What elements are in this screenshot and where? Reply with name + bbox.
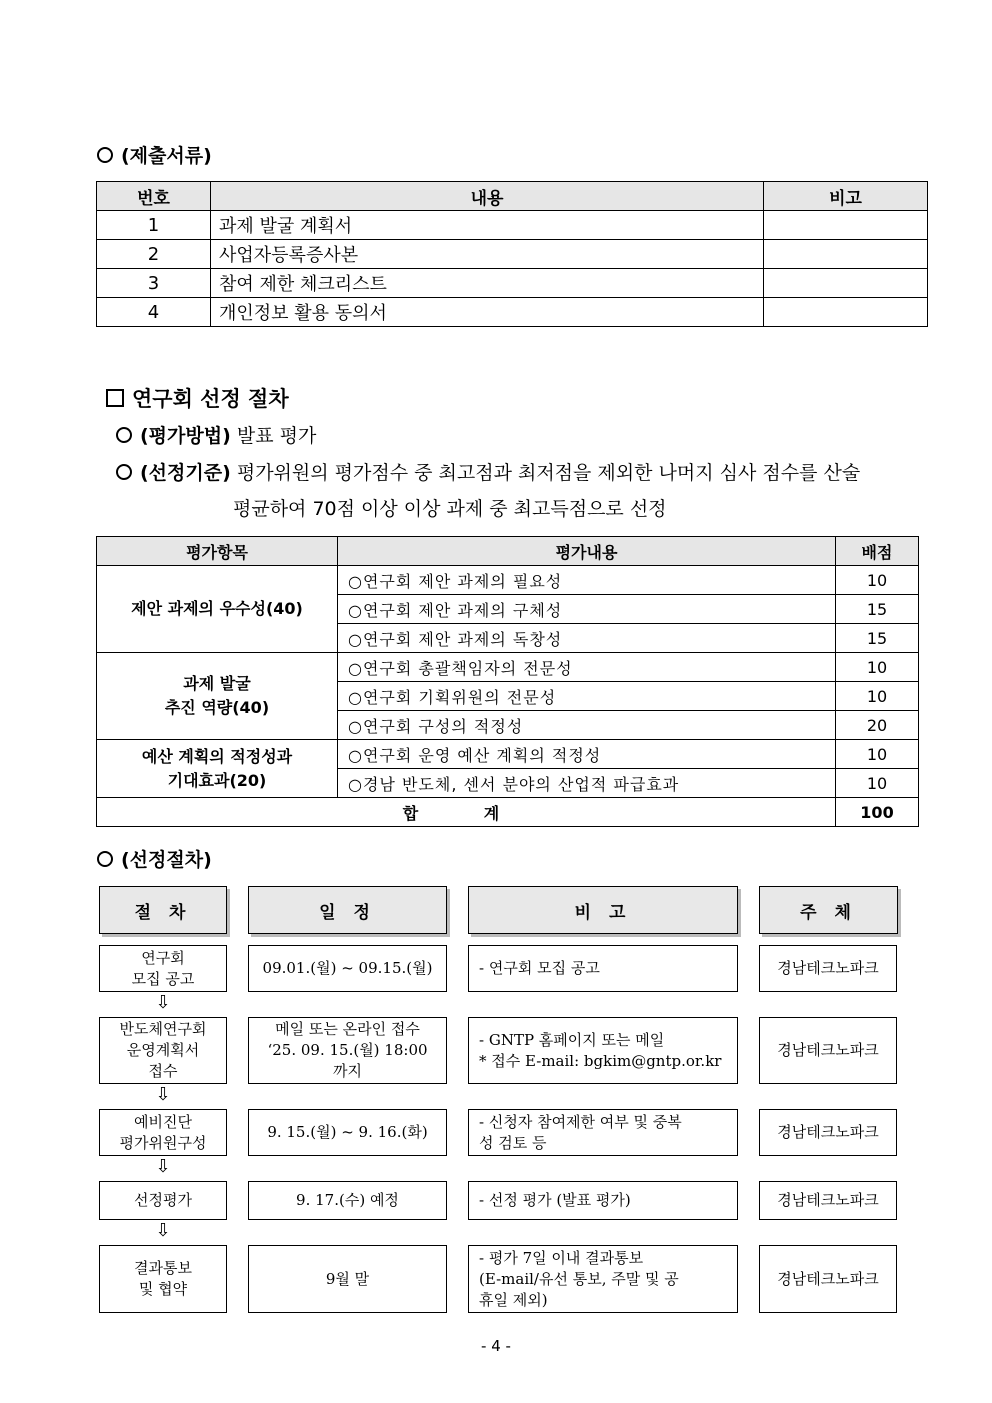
down-arrow-icon: ⇩ — [155, 992, 171, 1013]
selection-criteria: (선정기준) 평가위원의 평가점수 중 최고점과 최저점을 제외한 나머지 심사 점수를 산술 — [116, 458, 860, 485]
circle-bullet-icon — [116, 427, 132, 443]
docs-heading: (제출서류) — [97, 141, 212, 168]
selection-criteria-cont: 평균하여 70점 이상 이상 과제 중 최고득점으로 선정 — [233, 498, 667, 520]
eval-category: 예산 계획의 적정성과 기대효과(20) — [97, 740, 338, 798]
table-row: ○연구회 구성의 적정성 20 — [97, 711, 919, 740]
total-row — [97, 798, 919, 827]
eval-method: (평가방법) 발표 평가 — [116, 421, 316, 448]
eval-header-content: 평가내용 — [338, 537, 836, 566]
page-number: - 4 - — [481, 1337, 511, 1355]
flow-header-step: 절 차 — [99, 886, 227, 934]
table-row: 2 사업자등록증사본 — [97, 240, 928, 269]
flow-owner: 경남테크노파크 — [759, 945, 897, 992]
flow-owner: 경남테크노파크 — [759, 1017, 897, 1084]
eval-header-score: 배점 — [836, 537, 919, 566]
selection-title: 연구회 선정 절차 — [106, 383, 289, 413]
flow-owner: 경남테크노파크 — [759, 1109, 897, 1156]
flow-note: - 선정 평가 (발표 평가) — [468, 1181, 738, 1220]
flow-schedule: 9. 15.(월) ~ 9. 16.(화) — [248, 1109, 447, 1156]
table-row: ○경남 반도체, 센서 분야의 산업적 파급효과 10 — [97, 769, 919, 798]
flow-header-schedule: 일 정 — [248, 886, 447, 934]
flow-schedule: 9월 말 — [248, 1245, 447, 1313]
flow-header-note: 비 고 — [468, 886, 738, 934]
table-row: 1 과제 발굴 계획서 — [97, 211, 928, 240]
table-row: 예산 계획의 적정성과 기대효과(20) ○연구회 운영 예산 계획의 적정성 10 — [97, 740, 919, 769]
flow-owner: 경남테크노파크 — [759, 1181, 897, 1220]
docs-header-note: 비고 — [764, 182, 928, 211]
flow-step: 반도체연구회 운영계획서 접수 — [99, 1017, 227, 1084]
docs-header-content: 내용 — [211, 182, 764, 211]
down-arrow-icon: ⇩ — [155, 1220, 171, 1241]
flow-header-owner: 주 체 — [759, 886, 898, 934]
circle-bullet-icon — [116, 464, 132, 480]
total-score: 100 — [836, 798, 919, 827]
total-label: 합 계 — [97, 798, 836, 827]
table-row: 제안 과제의 우수성(40) ○연구회 제안 과제의 필요성 10 — [97, 566, 919, 595]
eval-header-category: 평가항목 — [97, 537, 338, 566]
flow-step: 예비진단 평가위원구성 — [99, 1109, 227, 1156]
down-arrow-icon: ⇩ — [155, 1156, 171, 1177]
flow-schedule: 메일 또는 온라인 접수 ‘25. 09. 15.(월) 18:00 까지 — [248, 1017, 447, 1084]
flow-note: - 평가 7일 이내 결과통보 (E-mail/유선 통보, 주말 및 공 휴일 제외) — [468, 1245, 738, 1313]
circle-bullet-icon — [97, 147, 113, 163]
flow-schedule: 9. 17.(수) 예정 — [248, 1181, 447, 1220]
flow-step: 연구회 모집 공고 — [99, 945, 227, 992]
eval-category: 제안 과제의 우수성(40) — [97, 566, 338, 653]
circle-bullet-icon — [97, 851, 113, 867]
table-row: 과제 발굴 추진 역량(40) ○연구회 총괄책임자의 전문성 10 — [97, 653, 919, 682]
table-row: ○연구회 제안 과제의 구체성 15 — [97, 595, 919, 624]
flow-note: - 신청자 참여제한 여부 및 중복 성 검토 등 — [468, 1109, 738, 1156]
eval-category: 과제 발굴 추진 역량(40) — [97, 653, 338, 740]
flow-heading: (선정절차) — [97, 845, 212, 872]
square-bullet-icon — [106, 389, 124, 407]
table-row: 4 개인정보 활용 동의서 — [97, 298, 928, 327]
flow-step: 선정평가 — [99, 1181, 227, 1220]
down-arrow-icon: ⇩ — [155, 1084, 171, 1105]
docs-header-no: 번호 — [97, 182, 211, 211]
flow-schedule: 09.01.(월) ~ 09.15.(월) — [248, 945, 447, 992]
docs-table — [96, 181, 928, 327]
table-row: ○연구회 기획위원의 전문성 10 — [97, 682, 919, 711]
flow-owner: 경남테크노파크 — [759, 1245, 897, 1313]
table-row: 3 참여 제한 체크리스트 — [97, 269, 928, 298]
flow-note: - 연구회 모집 공고 — [468, 945, 738, 992]
flow-step: 결과통보 및 협약 — [99, 1245, 227, 1313]
table-row: ○연구회 제안 과제의 독창성 15 — [97, 624, 919, 653]
flow-note: - GNTP 홈페이지 또는 메일 * 접수 E-mail: bgkim@gntp.or.kr — [468, 1017, 738, 1084]
eval-table — [96, 536, 919, 827]
